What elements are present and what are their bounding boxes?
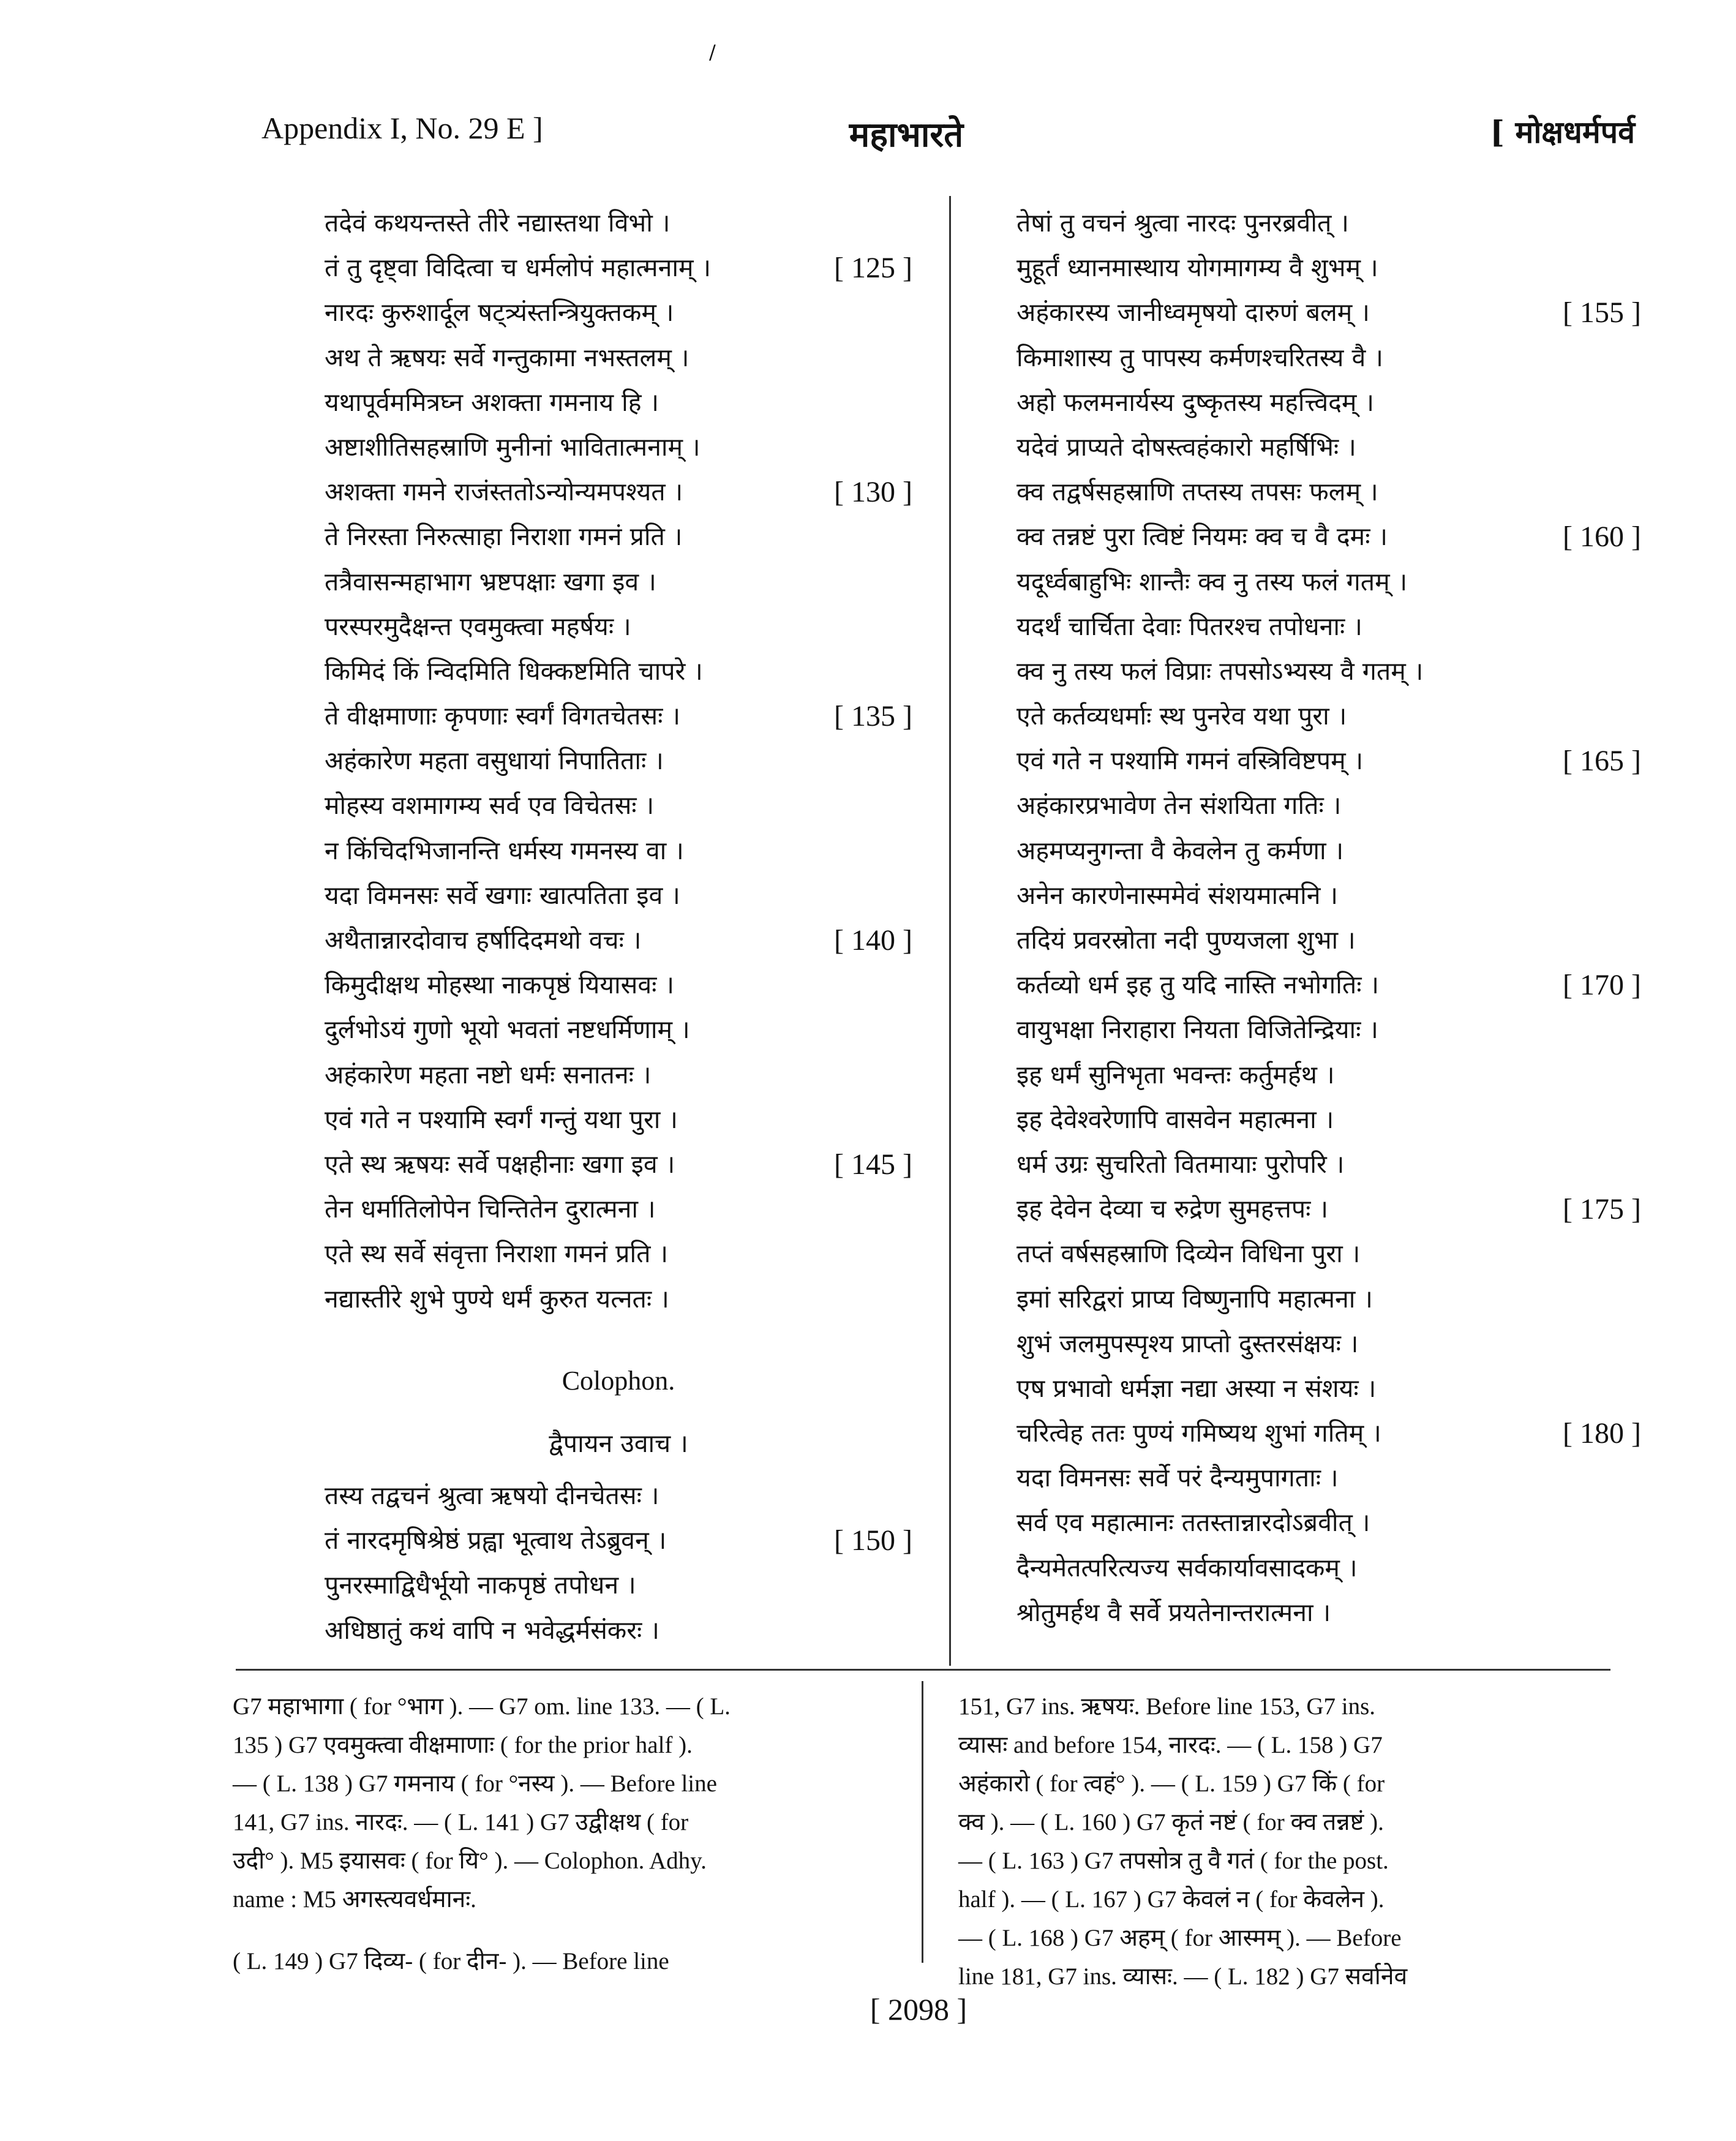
verse-line	[1016, 1053, 1641, 1097]
footnote-line: अहंकारो ( for त्वहं° ). — ( L. 159 ) G7 किं ( for	[958, 1770, 1385, 1797]
verse-text: एते कर्तव्यधर्माः स्थ पुनरेव यथा पुरा ।	[1016, 701, 1347, 731]
verse-line	[325, 1232, 912, 1276]
verse-line	[1016, 918, 1641, 963]
verse-text: सर्व एव महात्मानः ततस्तान्नारदोऽब्रवीत् ।	[1016, 1508, 1370, 1538]
verse-line	[325, 783, 912, 828]
verse-text: अष्टाशीतिसहस्राणि मुनीनां भावितात्मनाम् ।	[325, 432, 701, 462]
verse-number: [ 165 ]	[1563, 745, 1641, 778]
verse-text: चरित्वेह ततः पुण्यं गमिष्यथ शुभां गतिम् ।	[1016, 1418, 1381, 1448]
verse-text: दुर्लभोऽयं गुणो भूयो भवतां नष्टधर्मिणाम् ।	[325, 1015, 690, 1045]
verse-text: ते निरस्ता निरुत्साहा निराशा गमनं प्रति ।	[325, 522, 683, 552]
verse-number: [ 170 ]	[1563, 969, 1641, 1002]
verse-number: [ 135 ]	[834, 700, 912, 733]
verse-line	[1016, 201, 1641, 246]
verse-text: अहंकारप्रभावेण तेन संशयिता गतिः ।	[1016, 791, 1342, 821]
verse-line	[325, 380, 912, 425]
verse-line	[325, 1007, 912, 1052]
footnote-line: उदी° ). M5 इयासवः ( for यि° ). — Colophon. Adhy.	[233, 1848, 707, 1874]
verse-line	[1016, 783, 1641, 828]
verse-line	[325, 201, 912, 246]
verse-line	[325, 425, 912, 470]
verse-text: धर्म उग्रः सुचरितो वितमायाः पुरोपरि ।	[1016, 1149, 1345, 1179]
verse-text: पुनरस्माद्विधैर्भूयो नाकपृष्ठं तपोधन ।	[325, 1570, 636, 1600]
footnote-line: 135 ) G7 एवमुक्त्वा वीक्षमाणाः ( for the prior half ).	[233, 1732, 693, 1758]
verse-line	[1016, 290, 1641, 335]
colophon-title: Colophon.	[562, 1365, 675, 1396]
right-column	[1016, 201, 1641, 1635]
verse-line	[325, 873, 912, 918]
footnote-line: name : M5 अगस्त्यवर्धमानः.	[233, 1886, 476, 1913]
verse-text: ते वीक्षमाणाः कृपणाः स्वर्गं विगतचेतसः ।	[325, 701, 680, 731]
verse-number: [ 150 ]	[834, 1524, 912, 1557]
verse-text: श्रोतुमर्हथ वै सर्वे प्रयतेनान्तरात्मना ।	[1016, 1597, 1331, 1627]
verse-text: न किंचिदभिजानन्ति धर्मस्य गमनस्य वा ।	[325, 835, 684, 865]
verse-text: यथापूर्वममित्रघ्न अशक्ता गमनाय हि ।	[325, 387, 659, 417]
footnote-line: — ( L. 138 ) G7 गमनाय ( for °नस्य ). — Before line	[233, 1770, 717, 1797]
verse-text: एष प्रभावो धर्मज्ञा नद्या अस्या न संशयः ।	[1016, 1373, 1377, 1403]
verse-text: यदर्थं चार्चिता देवाः पितरश्च तपोधनाः ।	[1016, 611, 1362, 641]
verse-line	[1016, 425, 1641, 470]
verse-line	[325, 1053, 912, 1097]
verse-line	[325, 1097, 912, 1142]
verse-line	[325, 918, 912, 963]
verse-text: तप्तं वर्षसहस्राणि दिव्येन विधिना पुरा ।	[1016, 1239, 1361, 1269]
verse-text: कर्तव्यो धर्म इह तु यदि नास्ति नभोगतिः ।	[1016, 970, 1380, 1000]
verse-line	[1016, 1590, 1641, 1635]
verse-text: किमिदं किं न्विदमिति धिक्कष्टमिति चापरे ।	[325, 656, 703, 686]
verse-text: क्व नु तस्य फलं विप्राः तपसोऽभ्यस्य वै गतम् ।	[1016, 656, 1424, 686]
page-number: [ 2098 ]	[870, 1992, 968, 2026]
footnotes-left	[233, 1687, 912, 1981]
verse-line	[1016, 1500, 1641, 1545]
verse-text: इमां सरिद्वरां प्राप्य विष्णुनापि महात्मना ।	[1016, 1284, 1373, 1314]
verse-text: इह धर्मं सुनिभृता भवन्तः कर्तुमर्हथ ।	[1016, 1059, 1335, 1089]
stray-mark: /	[709, 40, 716, 64]
verse-line	[325, 290, 912, 335]
verse-text: नारदः कुरुशार्दूल षट्त्र्यंस्तन्त्रियुक्तकम् ।	[325, 298, 674, 328]
verse-text: वायुभक्षा निराहारा नियता विजितेन्द्रियाः ।	[1016, 1015, 1378, 1045]
verse-text: अहंकारेण महता नष्टो धर्मः सनातनः ।	[325, 1059, 652, 1089]
verse-line	[325, 470, 912, 514]
verse-text: अहो फलमनार्यस्य दुष्कृतस्य महत्त्विदम् ।	[1016, 387, 1375, 417]
verse-text: अनेन कारणेनास्ममेवं संशयमात्मनि ।	[1016, 880, 1339, 910]
verse-line	[1016, 1366, 1641, 1411]
footnote-line: half ). — ( L. 167 ) G7 केवलं न ( for केवलेन ).	[958, 1886, 1385, 1913]
verse-line	[325, 829, 912, 873]
verse-number: [ 125 ]	[834, 252, 912, 285]
footnote-line: व्यासः and before 154, नारदः. — ( L. 158 ) G7	[958, 1732, 1383, 1758]
verse-line	[1016, 246, 1641, 290]
verse-text: एवं गते न पश्यामि स्वर्गं गन्तुं यथा पुरा ।	[325, 1104, 678, 1134]
verse-line	[1016, 649, 1641, 694]
column-divider	[949, 196, 951, 1666]
left-column	[325, 201, 912, 1653]
verse-line	[1016, 1322, 1641, 1366]
verse-line	[325, 560, 912, 604]
verse-text: यदा विमनसः सर्वे परं दैन्यमुपागताः ।	[1016, 1463, 1339, 1493]
verse-text: इह देवेन देव्या च रुद्रेण सुमहत्तपः ।	[1016, 1194, 1329, 1224]
verse-line	[1016, 1007, 1641, 1052]
verse-line	[325, 1187, 912, 1232]
verse-text: तं तु दृष्ट्वा विदित्वा च धर्मलोपं महात्मनाम् ।	[325, 253, 712, 283]
verse-line	[325, 1473, 912, 1518]
verse-line	[1016, 604, 1641, 649]
verse-number: [ 175 ]	[1563, 1193, 1641, 1226]
verse-line	[1016, 873, 1641, 918]
footnote-line: क्व ). — ( L. 160 ) G7 कृतं नष्टं ( for क्व तन्नष्टं ).	[958, 1809, 1384, 1835]
verse-text: अशक्ता गमने राजंस्ततोऽन्योन्यमपश्यत ।	[325, 477, 683, 507]
footnotes-right	[958, 1687, 1638, 1996]
verse-text: तं नारदमृषिश्रेष्ठं प्रह्वा भूत्वाथ तेऽब्रुवन् ।	[325, 1526, 667, 1556]
verse-text: एवं गते न पश्यामि गमनं वस्त्रिविष्टपम् ।	[1016, 746, 1364, 776]
verse-text: शुभं जलमुपस्पृश्य प्राप्तो दुस्तरसंक्षयः ।	[1016, 1328, 1359, 1358]
verse-line	[1016, 1411, 1641, 1456]
verse-text: क्व तद्वर्षसहस्राणि तप्तस्य तपसः फलम् ।	[1016, 477, 1378, 507]
verse-line	[325, 1277, 912, 1322]
verse-text: अहंकारेण महता वसुधायां निपातिताः ।	[325, 746, 664, 776]
verse-line	[1016, 1277, 1641, 1322]
footnote-line: line 181, G7 ins. व्यासः. — ( L. 182 ) G7 सर्वानेव	[958, 1963, 1408, 1990]
footnote-line: — ( L. 163 ) G7 तपसोत्र तु वै गतं ( for the post.	[958, 1848, 1389, 1874]
verse-text: तत्रैवासन्महाभाग भ्रष्टपक्षाः खगा इव ।	[325, 566, 656, 596]
verse-text: किमाशास्य तु पापस्य कर्मणश्चरितस्य वै ।	[1016, 342, 1383, 372]
footnote-divider	[922, 1681, 923, 1963]
verse-text: इह देवेश्वरेणापि वासवेन महात्मना ।	[1016, 1104, 1334, 1134]
running-header-title: महाभारते	[849, 115, 964, 155]
verse-text: दैन्यमेतत्परित्यज्य सर्वकार्यावसादकम् ।	[1016, 1552, 1358, 1582]
verse-text: तदेवं कथयन्तस्ते तीरे नद्यास्तथा विभो ।	[325, 208, 671, 238]
verse-text: परस्परमुदैक्षन्त एवमुक्त्वा महर्षयः ।	[325, 611, 631, 641]
verse-number: [ 145 ]	[834, 1148, 912, 1181]
verse-line	[325, 1142, 912, 1187]
verse-line	[1016, 560, 1641, 604]
running-header-right: [ मोक्षधर्मपर्व	[1490, 114, 1635, 150]
verse-line	[1016, 1097, 1641, 1142]
verse-line	[1016, 336, 1641, 380]
footnote-line: 151, G7 ins. ऋषयः. Before line 153, G7 ins.	[958, 1693, 1375, 1720]
verse-text: तस्य तद्वचनं श्रुत्वा ऋषयो दीनचेतसः ।	[325, 1481, 659, 1511]
verse-number: [ 130 ]	[834, 476, 912, 509]
colophon-speaker: द्वैपायन उवाच ।	[549, 1428, 688, 1458]
verse-text: अथ ते ऋषयः सर्वे गन्तुकामा नभस्तलम् ।	[325, 342, 690, 372]
verse-text: अहंकारस्य जानीध्वमृषयो दारुणं बलम् ।	[1016, 298, 1370, 328]
verse-line	[325, 514, 912, 559]
verse-text: मोहस्य वशमागम्य सर्व एव विचेतसः ।	[325, 791, 655, 821]
verse-number: [ 155 ]	[1563, 296, 1641, 329]
footnote-line: G7 महाभागा ( for °भाग ). — G7 om. line 133. — ( L.	[233, 1693, 731, 1720]
verse-line	[1016, 963, 1641, 1007]
verse-text: तदियं प्रवरस्रोता नदी पुण्यजला शुभा ।	[1016, 925, 1356, 955]
verse-line	[325, 604, 912, 649]
verse-text: क्व तन्नष्टं पुरा त्विष्टं नियमः क्व च वै दमः ।	[1016, 522, 1388, 552]
verse-text: किमुदीक्षथ मोहस्था नाकपृष्ठं यियासवः ।	[325, 970, 675, 1000]
verse-text: अहमप्यनुगन्ता वै केवलेन तु कर्मणा ।	[1016, 835, 1344, 865]
verse-text: यदेवं प्राप्यते दोषस्त्वहंकारो महर्षिभिः ।	[1016, 432, 1356, 462]
verse-line	[1016, 1546, 1641, 1590]
verse-number: [ 140 ]	[834, 924, 912, 957]
footnote-line: 141, G7 ins. नारदः. — ( L. 141 ) G7 उद्वीक्षथ ( for	[233, 1809, 689, 1835]
verse-line	[325, 739, 912, 783]
verse-text: एते स्थ ऋषयः सर्वे पक्षहीनाः खगा इव ।	[325, 1149, 675, 1179]
verse-text: तेषां तु वचनं श्रुत्वा नारदः पुनरब्रवीत् ।	[1016, 208, 1349, 238]
verse-number: [ 180 ]	[1563, 1417, 1641, 1450]
verse-line	[1016, 1232, 1641, 1276]
verse-text: यदूर्ध्वबाहुभिः शान्तैः क्व नु तस्य फलं गतम् ।	[1016, 566, 1408, 596]
verse-line	[1016, 1456, 1641, 1500]
verse-line	[1016, 739, 1641, 783]
verse-line	[325, 1608, 912, 1653]
verse-number: [ 160 ]	[1563, 521, 1641, 554]
verse-line	[325, 1563, 912, 1608]
verse-line	[325, 649, 912, 694]
verse-line	[325, 694, 912, 739]
verse-line	[1016, 1142, 1641, 1187]
running-header-left: Appendix I, No. 29 E ]	[261, 111, 543, 145]
verse-line	[1016, 380, 1641, 425]
verse-line	[325, 246, 912, 290]
verse-text: यदा विमनसः सर्वे खगाः खात्पतिता इव ।	[325, 880, 680, 910]
footnote-line: — ( L. 168 ) G7 अहम् ( for आस्मम् ). — Before	[958, 1925, 1402, 1951]
verse-line	[1016, 694, 1641, 739]
verse-line	[325, 336, 912, 380]
verse-line	[1016, 829, 1641, 873]
verse-line	[1016, 1187, 1641, 1232]
verse-text: अथैतान्नारदोवाच हर्षादिदमथो वचः ।	[325, 925, 642, 955]
verse-text: मुहूर्तं ध्यानमास्थाय योगमागम्य वै शुभम् ।	[1016, 253, 1378, 283]
verse-text: एते स्थ सर्वे संवृत्ता निराशा गमनं प्रति ।	[325, 1239, 669, 1269]
footnote-rule	[236, 1669, 1610, 1671]
verse-line	[1016, 470, 1641, 514]
verse-text: अधिष्ठातुं कथं वापि न भवेद्धर्मसंकरः ।	[325, 1615, 659, 1645]
verse-text: नद्यास्तीरे शुभे पुण्ये धर्मं कुरुत यत्नतः ।	[325, 1284, 669, 1314]
verse-line	[325, 963, 912, 1007]
verse-text: तेन धर्मातिलोपेन चिन्तितेन दुरात्मना ।	[325, 1194, 656, 1224]
verse-line	[1016, 514, 1641, 559]
footnote-line: ( L. 149 ) G7 दिव्य- ( for दीन- ). — Before line	[233, 1948, 669, 1974]
verse-line	[325, 1518, 912, 1563]
